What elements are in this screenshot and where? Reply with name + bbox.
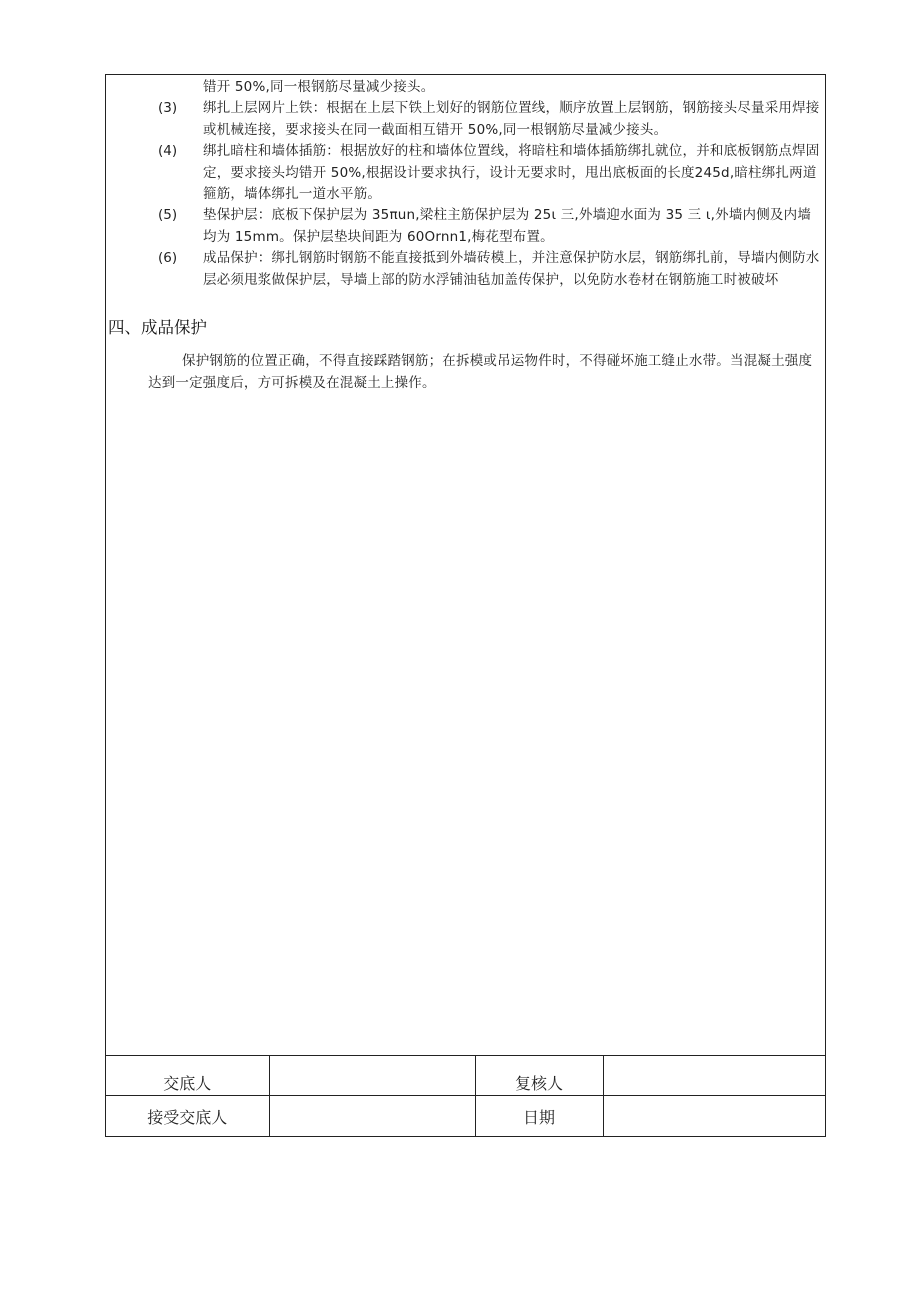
list-item-number: (4) bbox=[158, 143, 178, 159]
receiver-label: 接受交底人 bbox=[106, 1096, 269, 1138]
list-item: 垫保护层：底板下保护层为 35πun,梁柱主筋保护层为 25ι 三,外墙迎水面为 35 三 ι,外墙内侧及内墙均为 15mm。保护层垫块间距为 60Ornn1,梅花型布置。 bbox=[203, 207, 812, 245]
date-label: 日期 bbox=[475, 1096, 603, 1138]
section-heading: 四、成品保护 bbox=[108, 318, 207, 337]
receiver-field[interactable] bbox=[269, 1096, 475, 1138]
reviewer-field[interactable] bbox=[603, 1056, 825, 1096]
section-body: 保护钢筋的位置正确，不得直接踩踏钢筋；在拆模或吊运物件时，不得碰坏施工缝止水带。当混凝土强度达到一定强度后，方可拆模及在混凝土上操作。 bbox=[148, 353, 813, 391]
date-field[interactable] bbox=[603, 1096, 825, 1138]
list-item-number: (3) bbox=[158, 100, 178, 116]
signature-table bbox=[106, 1055, 825, 1137]
presenter-label: 交底人 bbox=[106, 1056, 269, 1096]
list-item-number: (5) bbox=[158, 207, 178, 223]
reviewer-label: 复核人 bbox=[475, 1056, 603, 1096]
presenter-field[interactable] bbox=[269, 1056, 475, 1096]
content-area bbox=[106, 75, 825, 1055]
document-frame bbox=[105, 74, 826, 1137]
list-item-continuation: 错开 50%,同一根钢筋尽量减少接头。 bbox=[203, 79, 435, 95]
signature-row bbox=[106, 1096, 825, 1138]
list-item: 成品保护：绑扎钢筋时钢筋不能直接抵到外墙砖模上，并注意保护防水层，钢筋绑扎前，导墙内侧防水层必须甩浆做保护层，导墙上部的防水浮铺油毡加盖传保护，以免防水卷材在钢筋施工时被破坏 bbox=[203, 250, 820, 288]
list-item: 绑扎上层网片上铁：根据在上层下铁上划好的钢筋位置线，顺序放置上层钢筋，钢筋接头尽量采用焊接或机械连接，要求接头在同一截面相互错开 50%,同一根钢筋尽量减少接头。 bbox=[203, 100, 820, 138]
signature-row bbox=[106, 1056, 825, 1096]
list-item: 绑扎暗柱和墙体插筋：根据放好的柱和墙体位置线，将暗柱和墙体插筋绑扎就位，并和底板钢筋点焊固定，要求接头均错开 50%,根据设计要求执行，设计无要求时，甩出底板面的长度245d,暗柱绑扎两道箍筋，墙体绑扎一道水平筋。 bbox=[203, 143, 820, 202]
list-item-number: (6) bbox=[158, 250, 178, 266]
